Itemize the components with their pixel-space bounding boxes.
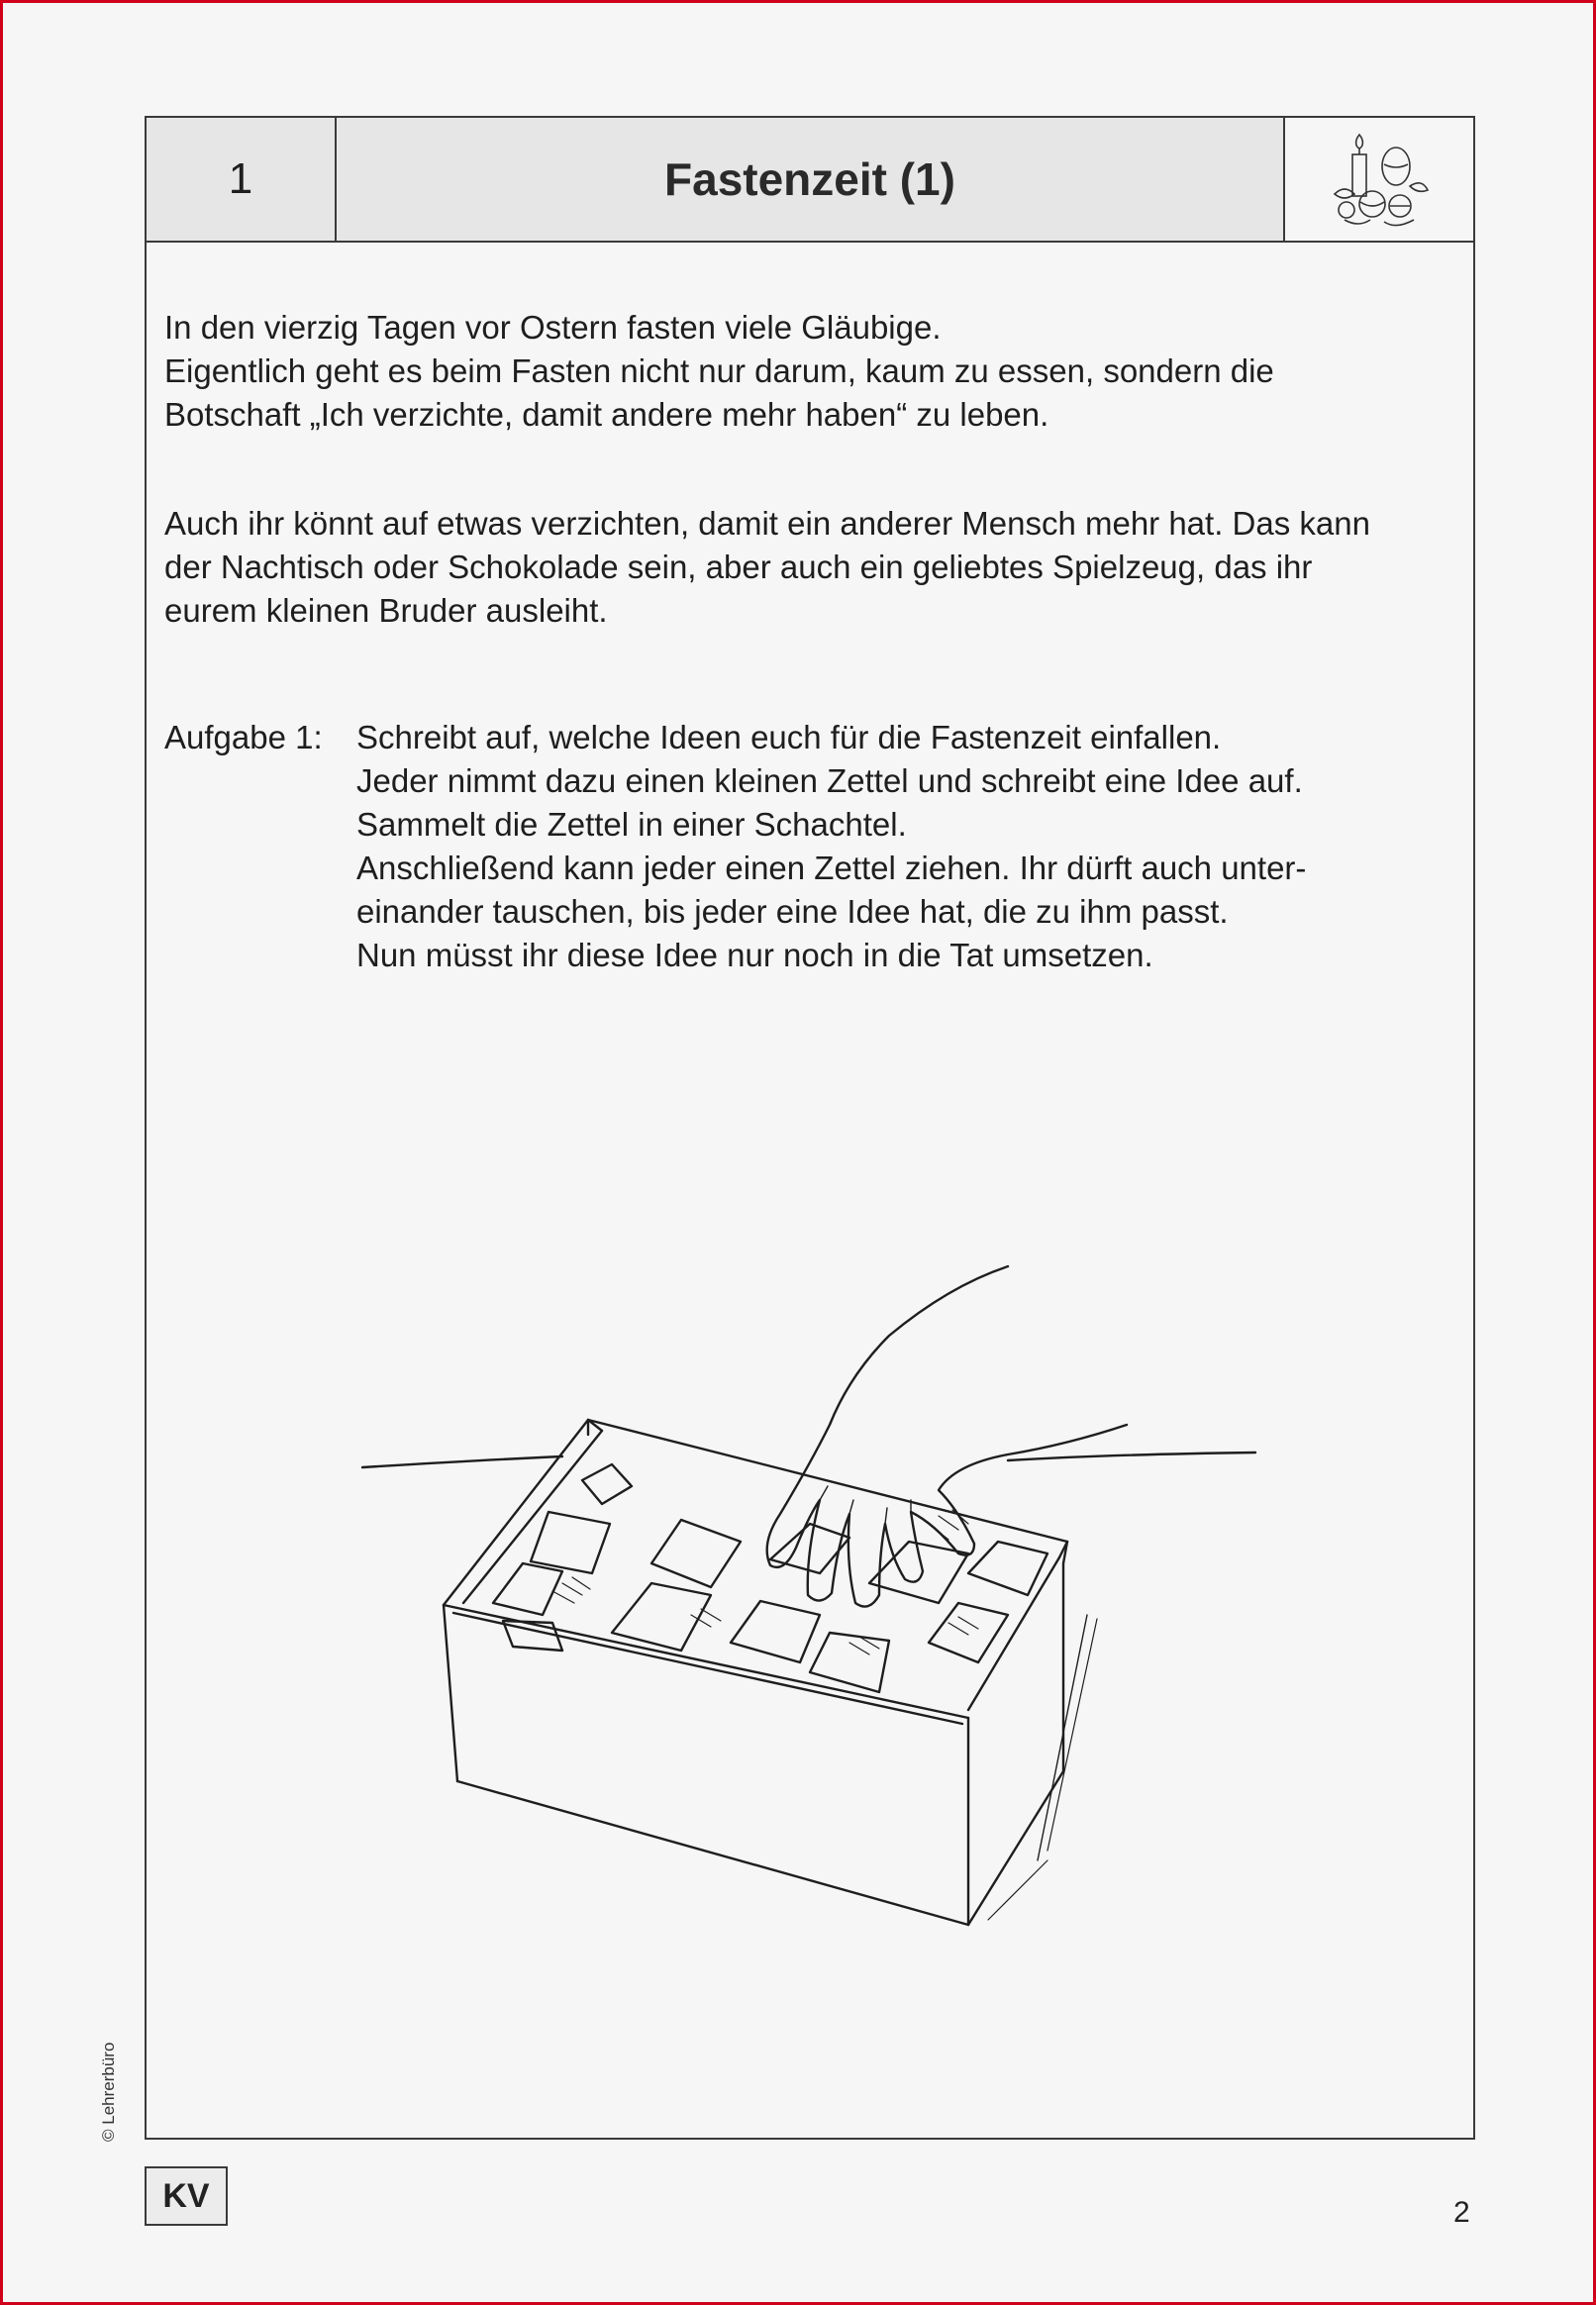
- second-line: Auch ihr könnt auf etwas verzichten, damit ein anderer Mensch mehr hat. Das kann: [164, 505, 1370, 542]
- second-line: eurem kleinen Bruder ausleiht.: [164, 592, 608, 629]
- intro-paragraph: [164, 306, 1455, 437]
- second-line: der Nachtisch oder Schokolade sein, aber auch ein geliebtes Spielzeug, das ihr: [164, 549, 1313, 585]
- task-instructions: [356, 716, 1455, 977]
- page-number: 2: [1453, 2196, 1470, 2229]
- task-block: [164, 716, 1455, 977]
- kv-badge: KV: [145, 2166, 228, 2226]
- task-line: Anschließend kann jeder einen Zettel ziehen. Ihr dürft auch unter-: [356, 850, 1307, 886]
- worksheet-number: 1: [147, 118, 337, 241]
- worksheet-title: Fastenzeit (1): [337, 118, 1285, 241]
- candle-easter-decoration-icon: [1285, 118, 1473, 241]
- intro-line: Botschaft „Ich verzichte, damit andere mehr haben“ zu leben.: [164, 396, 1049, 433]
- hand-in-box-with-notes-illustration: [354, 1227, 1275, 1940]
- task-label: Aufgabe 1:: [164, 719, 323, 755]
- second-paragraph: [164, 502, 1455, 633]
- intro-line: Eigentlich geht es beim Fasten nicht nur darum, kaum zu essen, sondern die: [164, 352, 1274, 389]
- worksheet: [145, 116, 1475, 2140]
- copyright-notice: © Lehrerbüro: [99, 2042, 118, 2142]
- task-line: Sammelt die Zettel in einer Schachtel.: [356, 806, 907, 843]
- intro-line: In den vierzig Tagen vor Ostern fasten viele Gläubige.: [164, 309, 942, 346]
- worksheet-header: [147, 118, 1473, 243]
- task-line: Nun müsst ihr diese Idee nur noch in die Tat umsetzen.: [356, 937, 1153, 973]
- task-line: Jeder nimmt dazu einen kleinen Zettel und schreibt eine Idee auf.: [356, 762, 1303, 799]
- task-line: einander tauschen, bis jeder eine Idee hat, die zu ihm passt.: [356, 893, 1229, 930]
- task-line: Schreibt auf, welche Ideen euch für die Fastenzeit einfallen.: [356, 719, 1222, 755]
